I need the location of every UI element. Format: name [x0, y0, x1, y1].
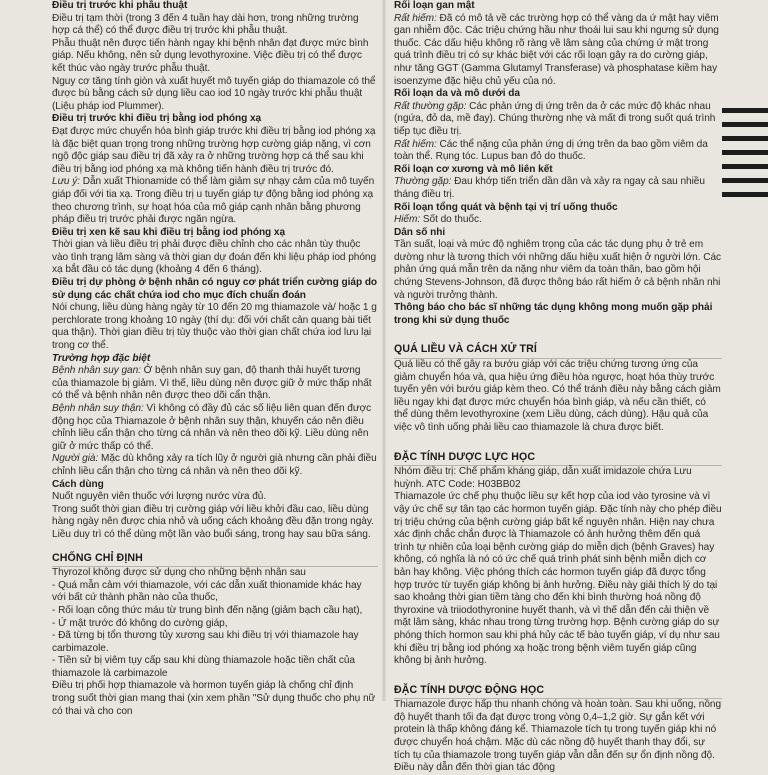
paragraph-text: Đã có mô tả về các trường hợp có thể vàng da ứ mật hay viêm gan nhiễm độc. Các triệu chứng hầu như thoái lui sau khi ngưng sử dụng thuốc. Các dấu hiệu không rõ ràng về lâm sàng của chứng ứ mật trong quá trình điều trị có sự khác biệt với các rối loạn gây ra do cường giáp, như tăng GGT (Gamma Glutamyl Transferase) và phosphatase kiềm hay isoenzyme đặc hiệu chủ yếu của nó. — [394, 12, 719, 87]
paragraph-lead: Rất thường gặp: — [394, 100, 467, 112]
paragraph: Nuốt nguyên viên thuốc với lượng nước vừa đủ. — [52, 491, 267, 503]
paragraph — [52, 176, 378, 226]
paragraph-lead: Thường gặp: — [394, 176, 452, 188]
section-heading: Cách dùng — [52, 478, 104, 490]
paragraph-lead: Hiếm: — [394, 214, 421, 226]
paragraph: Thiamazole ức chế phụ thuộc liều sự kết hợp của iod vào tyrosine và vì vậy ức chế sự tân tạo các hormon tuyến giáp. Đặc tính này cho phép điều trị triệu chứng của bệnh cường giáp bất kể nguyên nhân. Hiện nay chưa xác định chắc chắn được là Thiamazole có ảnh hưởng thêm đến quá trình tự nhiên của loại bệnh cường giáp do miễn dịch (bệnh Graves) hay không, có nghĩa là nó có ức chế quá trình phát sinh bệnh miễn dịch cơ bản hay không. Việc phóng thích các hormon tuyến giáp đã được tổng hợp trước từ tuyến giáp không bị ảnh hưởng. Điều này giải thích lý do tại sao khoảng thời gian tiềm tàng cho đến khi bình thường hoá nồng độ thyroxine và triiodothyronine huyết thanh, và vì thế dẫn đến cải thiện về mặt lâm sàng, khác nhau trong từng trường hợp. Bệnh cường giáp do sự phóng thích hormon sau khi phá hủy các tế bào tuyến giáp, ví dụ như sau khi điều trị bằng iod phóng xạ hoặc trong bệnh viêm tuyến giáp cũng không bị ảnh hưởng. — [394, 491, 722, 667]
paragraph: - Đã từng bị tổn thương tủy xương sau khi điều trị với thiamazole hay carbimazole. — [52, 630, 359, 654]
chapter-heading: QUÁ LIỀU VÀ CÁCH XỬ TRÍ — [394, 339, 722, 359]
paragraph: - Ứ mật trước đó không do cường giáp, — [52, 617, 228, 629]
section-heading: Trường hợp đặc biệt — [52, 352, 151, 364]
section-heading: Rối loạn tổng quát và bệnh tại vị trí uống thuốc — [394, 201, 618, 213]
right-column — [394, 0, 722, 775]
section-heading: Thông báo cho bác sĩ những tác dụng không mong muốn gặp phải trong khi sử dụng thuốc — [394, 302, 713, 326]
section-heading: Điều trị trước khi phẫu thuật — [52, 0, 188, 11]
paragraph-lead: Người già: — [52, 453, 99, 465]
section-heading: Rối loạn gan mật — [394, 0, 475, 11]
paragraph-text: Các thể nặng của phản ứng dị ứng trên da bao gồm viêm da toàn thể. Rụng tóc. Lupus ban đỏ do thuốc. — [394, 138, 708, 163]
paragraph-text: Ở bệnh nhân suy gan, độ thanh thải huyết tương của thiamazole bị giảm. Vì thế, liều dùng nên được giữ ở mức thấp nhất có thể và bệnh nhân nên được theo dõi cẩn thận. — [52, 365, 372, 402]
chapter-heading: ĐẶC TÍNH DƯỢC ĐỘNG HỌC — [394, 680, 722, 700]
paragraph: Nói chung, liều dùng hàng ngày từ 10 đến 20 mg thiamazole và/ hoặc 1 g perchlorate trong khoảng 10 ngày (thí dụ: đối với chất cản quang bài tiết qua thận). Thời gian điều trị tùy thuộc vào thời gian chất chứa iod lưu lại trong cơ thể. — [52, 302, 377, 352]
paragraph: Liều duy trì có thể dùng một lần vào buổi sáng, trong hay sau bữa sáng. — [52, 528, 371, 540]
paragraph: Điều trị tạm thời (trong 3 đến 4 tuần hay dài hơn, trong những trường hợp cá thể) có thể được điều trị trước khi phẫu thuật. — [52, 12, 359, 37]
paragraph: Điều trị phối hợp thiamazole và hormon tuyến giáp là chống chỉ định trong suốt thời gian mang thai (xin xem phần "Sử dụng thuốc cho phụ nữ có thai và cho con — [52, 680, 376, 717]
paragraph-text: Vì không có đầy đủ các số liệu liên quan đến được động học của Thiamazole ở bệnh nhân suy thận, khuyến cáo nên điều chỉnh liều cẩn thận cho từng cá nhân và nên theo dõi kỹ. Liều dùng nên giữ ở mức thấp có thể. — [52, 403, 372, 452]
section-heading: Điều trị dự phòng ở bệnh nhân có nguy cơ phát triển cường giáp do sử dụng các chất chứa iod cho mục đích chuẩn đoán — [52, 277, 378, 301]
paragraph-lead: Bệnh nhân suy thận: — [52, 403, 144, 414]
paragraph: Phẫu thuật nên được tiến hành ngay khi bệnh nhân đạt được mức bình giáp. Nếu không, nên sử dụng levothyroxine. Việc điều trị có thể được kết thúc vào ngày trước phẫu thuật. — [52, 37, 369, 74]
paragraph: - Rối loạn công thức máu từ trung bình đến nặng (giảm bạch cầu hạt), — [52, 604, 363, 616]
left-column — [52, 0, 378, 718]
paragraph — [52, 365, 378, 403]
paragraph — [394, 214, 722, 227]
paragraph-text: Các phản ứng dị ứng trên da ở các mức độ khác nhau (ngứa, đỏ da, mề đay). Chúng thường nhẹ và mất đi trong suốt quá trình tiếp tục điều trị. — [394, 100, 716, 137]
section-heading: Rối loạn da và mô dưới da — [394, 88, 520, 100]
paragraph: Quá liều có thể gây ra bướu giáp với các triệu chứng tương ứng của giảm chuyển hóa và, qua hiệu ứng điều hòa ngược, hoạt hóa thùy trước tuyến yên với bướu giáp kèm theo. Có thể tránh điều này bằng cách giảm liều ngay khi đạt được mức chuyển hóa bình giáp, và nếu cần thiết, có thể dùng thêm levothyroxine (xem Liều dùng, cách dùng). Hậu quả của việc vô tình uống phải liều cao thiamazole là chưa được biết. — [394, 359, 721, 433]
paragraph: Thyrozol không được sử dụng cho những bệnh nhân sau — [52, 567, 306, 579]
paragraph-lead: Bệnh nhân suy gan: — [52, 365, 141, 377]
paragraph-text: Mặc dù không xảy ra tích lũy ở người già nhưng cần phải điều chỉnh liều cẩn thận cho từng cá nhân và nên theo dõi kỹ. — [52, 453, 377, 477]
paragraph — [52, 453, 378, 478]
paragraph: Trong suốt thời gian điều trị cường giáp với liều khởi đầu cao, liều dùng hàng ngày nên được chia nhỏ và uống cách khoảng đều đặn trong ngày. — [52, 503, 374, 528]
paragraph: Thời gian và liều điều trị phải được điều chỉnh cho các nhân tùy thuộc vào tình trạng lâm sàng và thời gian dự đoán đến khi liệu pháp iod phóng xạ bắt đầu có tác dụng (khoảng 4 đến 6 tháng). — [52, 239, 377, 276]
paragraph: - Tiền sử bị viêm tụy cấp sau khi dùng thiamazole hoặc tiền chất của thiamazole là carbimazole — [52, 655, 355, 679]
paragraph: Tần suất, loại và mức độ nghiêm trọng của các tác dụng phụ ở trẻ em dường như là tương thích với những dấu hiệu xuất hiện ở người lớn. Các phản ứng quá mẫn trên da nặng như viêm da toàn thân, bao gồm hội chứng Stevens-Johnson, đã được thông báo rất hiếm ở cả bệnh nhân nhi và người trưởng thành. — [394, 239, 722, 301]
page-fold-shadow — [382, 0, 386, 701]
chapter-heading: ĐẶC TÍNH DƯỢC LỰC HỌC — [394, 447, 722, 467]
barcode-stripes — [722, 108, 768, 198]
chapter-heading: CHỐNG CHỈ ĐỊNH — [52, 548, 378, 568]
paragraph: Nhóm điều trị: Chế phẩm kháng giáp, dẫn xuất imidazole chứa Lưu huỳnh. ATC Code: H03BB02 — [394, 466, 692, 490]
paragraph — [52, 403, 378, 453]
paragraph: - Quá mẫn cảm với thiamazole, với các dẫn xuất thionamide khác hay với bất cứ thành phần nào của thuốc, — [52, 579, 362, 604]
section-heading: Điều trị xen kẽ sau khi điều trị bằng iod phóng xạ — [52, 226, 286, 238]
paragraph-text: Dẫn xuất Thionamide có thể làm giảm sự nhạy cảm của mô tuyến giáp đối với tia xạ. Trong điều trị u tuyến giáp tự động bằng iod phóng xạ theo chương trình, sự hoạt hóa của mô giáp cạnh nhân bằng phương pháp điều trị trước phải được ngăn ngừa. — [52, 176, 375, 226]
paragraph: Nguy cơ tăng tính giòn và xuất huyết mô tuyến giáp do thiamazole có thể được bù bằng cách sử dụng liều cao iod 10 ngày trước khi phẫu thuật (Liệu pháp iod Plummer). — [52, 75, 376, 112]
paragraph — [394, 139, 722, 164]
paragraph-lead: Rất hiếm: — [394, 12, 437, 24]
paragraph — [394, 13, 722, 89]
paragraph: Đạt được mức chuyển hóa bình giáp trước khi điều trị bằng iod phóng xạ là đặc biệt quan trọng trong những trường hợp cường giáp nặng, vì cơn ngộ độc giáp sau điều trị đã xảy ra ở những trường hợp cá thể sau khi điều trị bằng iod phóng xạ mà không tiến hành điều trị trước đó. — [52, 125, 376, 175]
paragraph — [394, 101, 722, 139]
section-heading: Dân số nhi — [394, 226, 446, 238]
paragraph-text: Sốt do thuốc. — [420, 214, 482, 226]
section-heading: Rối loạn cơ xương và mô liên kết — [394, 163, 553, 175]
paragraph-text: Đau khớp tiến triển dần dần và xảy ra ngay cả sau nhiều tháng điều trị. — [394, 176, 705, 200]
paragraph-lead: Lưu ý: — [52, 176, 80, 188]
paragraph-lead: Rất hiếm: — [394, 138, 437, 150]
section-heading: Điều trị trước khi điều trị bằng iod phóng xạ — [52, 113, 262, 125]
paragraph: Thiamazole được hấp thu nhanh chóng và hoàn toàn. Sau khi uống, nồng độ huyết thanh tối đa đạt được trong vòng 0,4–1,2 giờ. Sự gắn kết với protein là thấp không đáng kể. Thiamazole tích tụ trong tuyến giáp khi nó được chuyển hoá chậm. Mặc dù các nồng độ huyết thanh thay đổi, sự tích tụ của thiamazole trong tuyến giáp vẫn dẫn đến sự ổn định nồng độ. Điều này dẫn đến thời gian tác động — [394, 699, 722, 774]
paragraph — [394, 176, 722, 201]
